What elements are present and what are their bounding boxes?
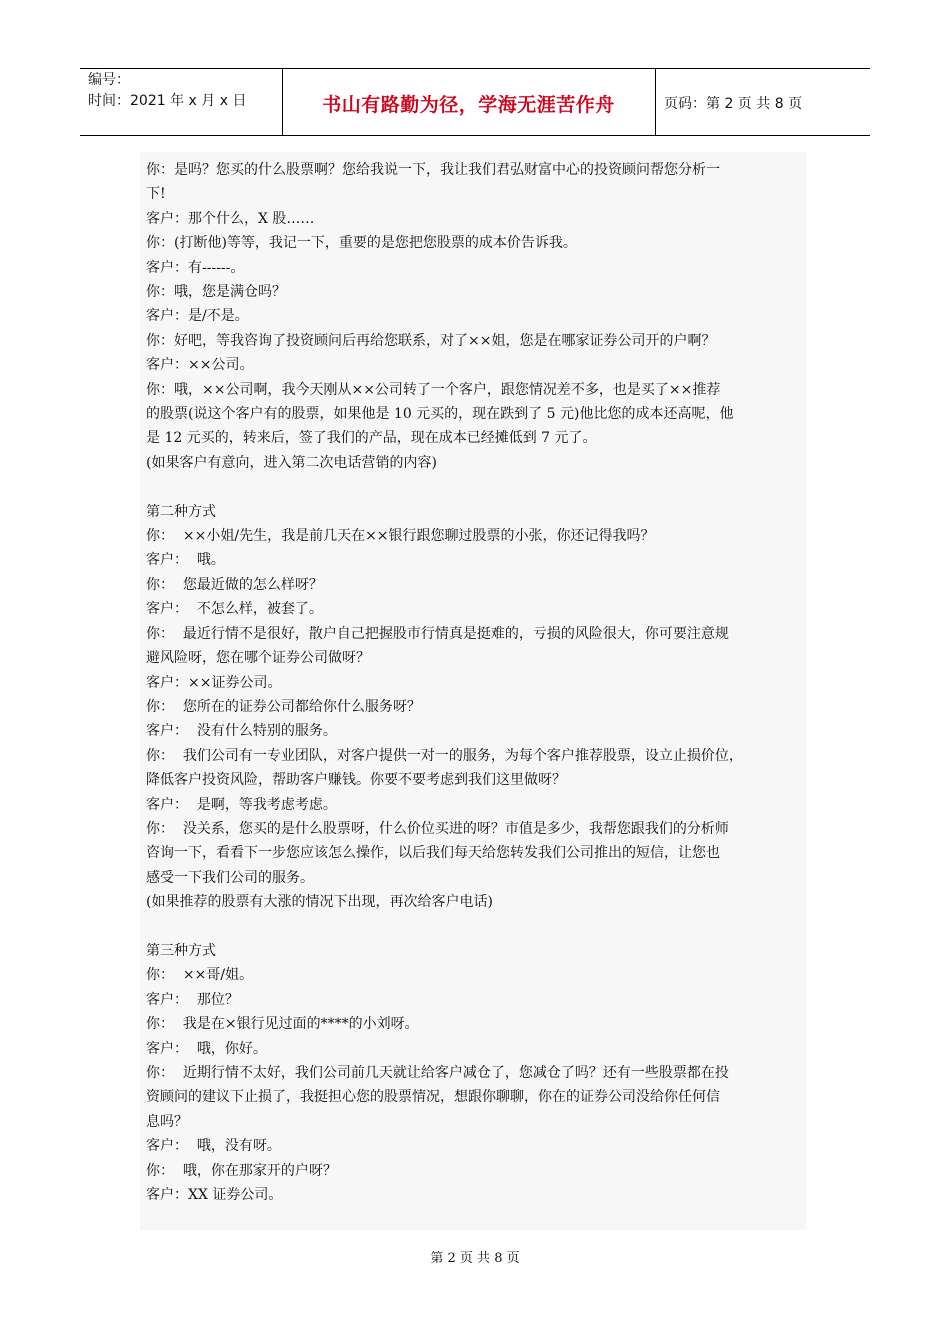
body-line: 资顾问的建议下止损了，我挺担心您的股票情况，想跟你聊聊，你在的证券公司没给你任何信 (146, 1089, 720, 1106)
body-line: 你： ××小姐/先生，我是前几天在××银行跟您聊过股票的小张，你还记得我吗？ (146, 528, 655, 545)
body-line: 你： ××哥/姐。 (146, 967, 254, 984)
body-line: 避风险呀，您在哪个证券公司做呀？ (146, 650, 370, 667)
header-bottom-rule (80, 135, 870, 136)
body-line: 感受一下我们公司的服务。 (146, 869, 314, 886)
body-line: 客户：是/不是。 (146, 308, 249, 325)
header-meta (88, 70, 246, 112)
body-line: 客户： 哦。 (146, 552, 225, 569)
body-line: 你： 您最近做的怎么样呀？ (146, 576, 323, 593)
body-line: 客户： 哦，你好。 (146, 1040, 267, 1057)
body-line: 第二种方式 (146, 503, 216, 520)
body-line: 客户： 哦，没有呀。 (146, 1138, 281, 1155)
body-line: 你： 没关系，您买的是什么股票呀，什么价位买进的呀？市值是多少，我帮您跟我们的分析师 (146, 820, 729, 837)
header-motto: 书山有路勤为径，学海无涯苦作舟 (322, 94, 615, 116)
header-divider-right (655, 68, 656, 135)
body-line: 客户： 不怎么样，被套了。 (146, 601, 323, 618)
body-line: 你： 近期行情不太好，我们公司前几天就让给客户减仓了，您减仓了吗？还有一些股票都在投 (146, 1065, 729, 1081)
header-top-rule (80, 68, 870, 69)
body-line: 客户： 是啊，等我考虑考虑。 (146, 796, 337, 813)
page-footer: 第 2 页 共 8 页 (430, 1251, 520, 1266)
body-line: 你： 我们公司有一专业团队，对客户提供一对一的服务，为每个客户推荐股票，设立止损价位， (146, 747, 743, 764)
document-number-label: 编号： (88, 72, 130, 88)
body-line: 客户： 没有什么特别的服务。 (146, 723, 337, 740)
document-body (140, 152, 806, 1230)
body-line: 咨询一下，看看下一步您应该怎么操作，以后我们每天给您转发我们公司推出的短信，让您也 (146, 845, 720, 862)
body-line: 你：哦，您是满仓吗？ (146, 284, 286, 301)
body-line: 你： 我是在×银行见过面的****的小刘呀。 (146, 1016, 419, 1033)
header-page-label: 页码：第 2 页 共 8 页 (664, 96, 803, 112)
body-line: 第三种方式 (146, 942, 216, 959)
body-line: 客户：XX 证券公司。 (146, 1187, 283, 1204)
body-line: 下! (146, 186, 166, 203)
body-line: 的股票(说这个客户有的股票，如果他是 10 元买的，现在跌到了 5 元)他比您的成本还高呢，他 (146, 406, 734, 423)
body-line: (如果客户有意向，进入第二次电话营销的内容) (146, 454, 437, 471)
body-line: 客户： 那位？ (146, 991, 239, 1008)
body-line: 你：哦，××公司啊，我今天刚从××公司转了一个客户，跟您情况差不多，也是买了××推荐 (146, 381, 721, 398)
body-line: 客户：有------。 (146, 259, 245, 276)
body-line: 客户：××证券公司。 (146, 674, 282, 691)
body-line: 你： 您所在的证券公司都给你什么服务呀？ (146, 698, 421, 715)
body-line: 你：是吗？您买的什么股票啊？您给我说一下，我让我们君弘财富中心的投资顾问帮您分析一 (146, 162, 720, 178)
body-line: 客户：那个什么，X 股…… (146, 210, 315, 227)
body-line: 客户：××公司。 (146, 357, 254, 374)
body-line: 是 12 元买的，转来后，签了我们的产品，现在成本已经摊低到 7 元了。 (146, 430, 597, 447)
document-time-label: 时间：2021 年 x 月 x 日 (88, 93, 247, 109)
body-line: 你：(打断他)等等，我记一下，重要的是您把您股票的成本价告诉我。 (146, 235, 577, 252)
body-line (146, 475, 806, 499)
body-line: 降低客户投资风险，帮助客户赚钱。你要不要考虑到我们这里做呀？ (146, 772, 566, 789)
body-line: (如果推荐的股票有大涨的情况下出现，再次给客户电话) (146, 894, 493, 911)
body-line (146, 915, 806, 939)
body-line: 你： 哦，你在那家开的户呀？ (146, 1162, 337, 1179)
body-line: 息吗？ (146, 1113, 188, 1130)
body-line: 你： 最近行情不是很好，散户自己把握股市行情真是挺难的，亏损的风险很大，你可要注意规 (146, 625, 729, 642)
body-line: 你：好吧，等我咨询了投资顾问后再给您联系，对了××姐，您是在哪家证券公司开的户啊？ (146, 332, 716, 349)
